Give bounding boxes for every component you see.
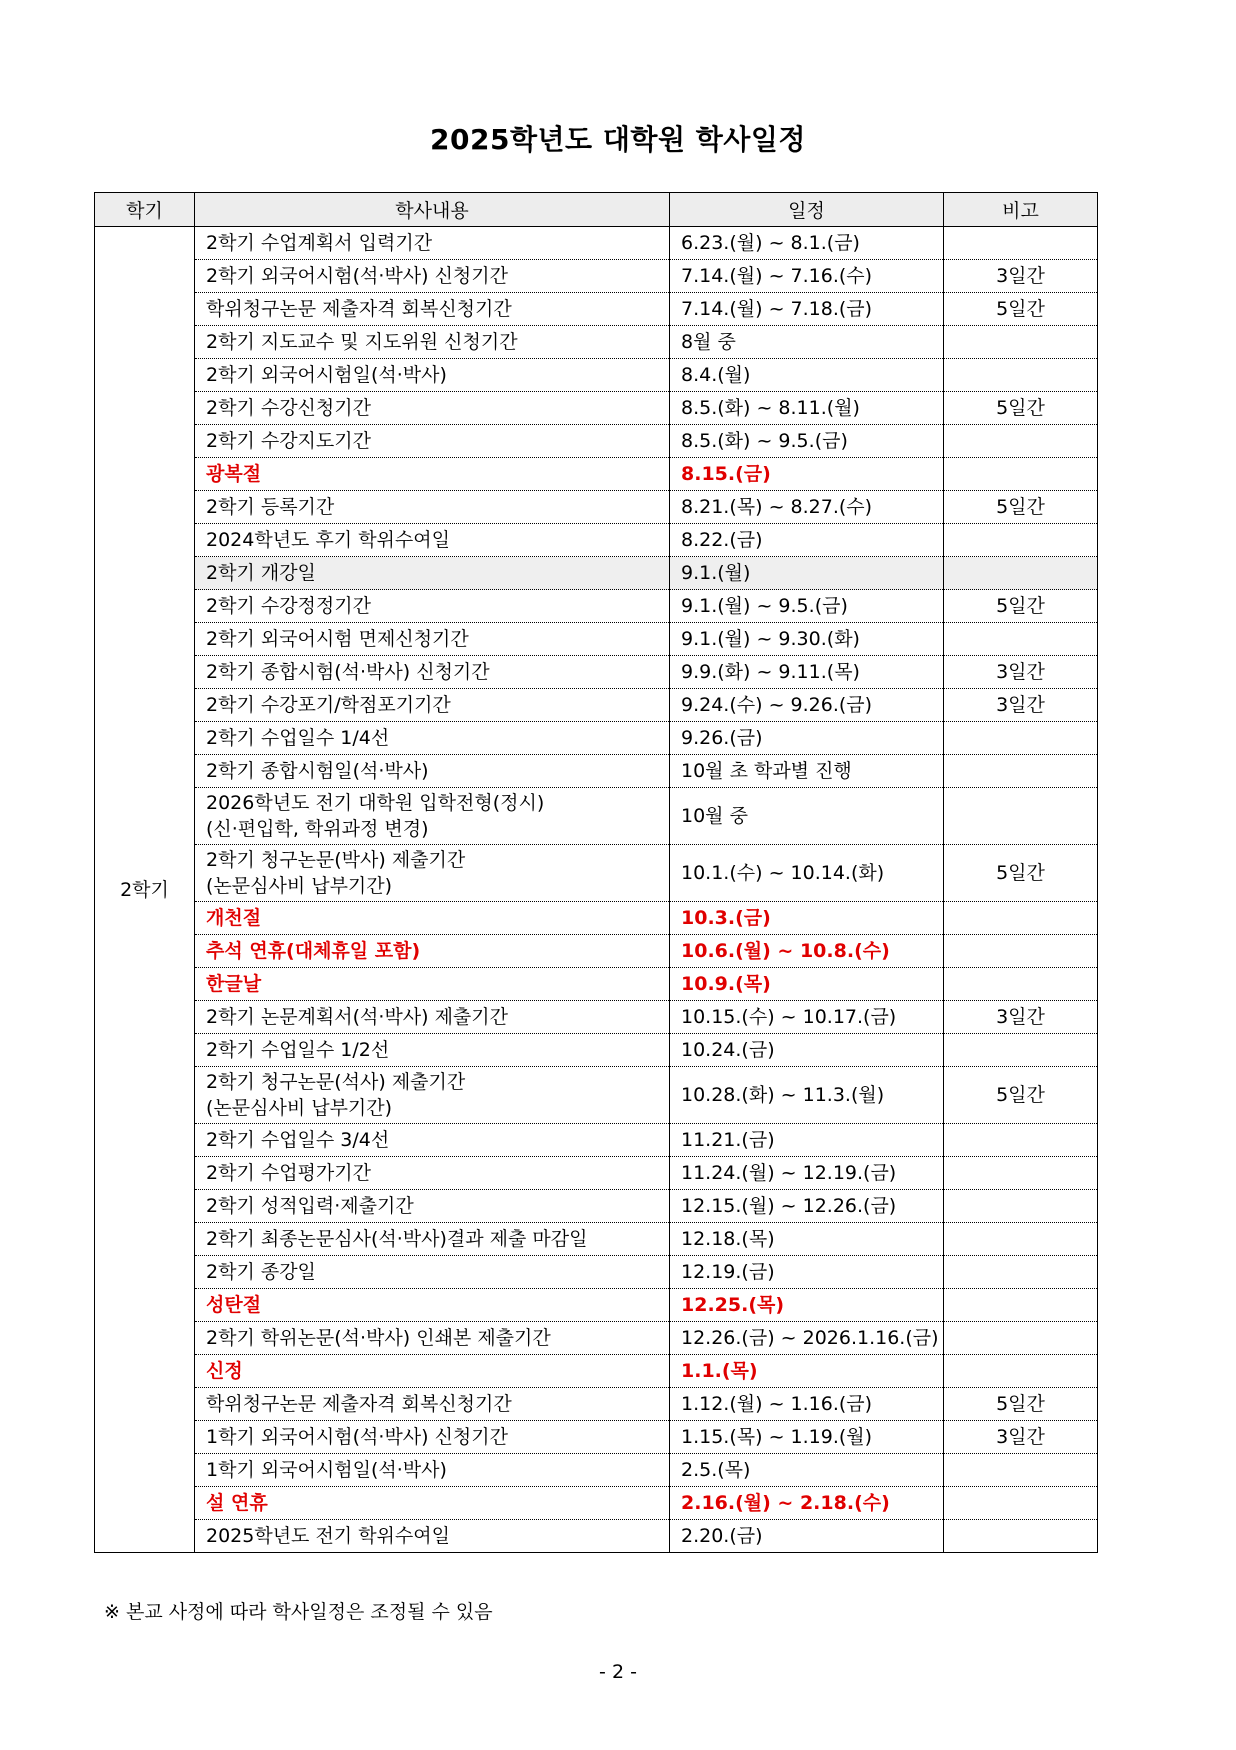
note-cell: 5일간 (944, 590, 1098, 623)
date-cell: 6.23.(월) ~ 8.1.(금) (670, 227, 944, 260)
date-cell: 10월 초 학과별 진행 (670, 755, 944, 788)
header-semester: 학기 (95, 193, 195, 227)
content-cell (195, 1256, 670, 1289)
note-cell (944, 1454, 1098, 1487)
note-cell (944, 1289, 1098, 1322)
note-cell: 5일간 (944, 1067, 1098, 1124)
note-cell (944, 326, 1098, 359)
table-row (95, 755, 1098, 788)
content-cell (195, 689, 670, 722)
date-cell: 8.15.(금) (670, 458, 944, 491)
content-line: 2학기 외국어시험일(석·박사) (206, 364, 447, 386)
content-cell (195, 491, 670, 524)
date-cell: 10월 중 (670, 788, 944, 845)
date-cell: 2.20.(금) (670, 1520, 944, 1553)
note-cell: 3일간 (944, 656, 1098, 689)
date-cell: 9.9.(화) ~ 9.11.(목) (670, 656, 944, 689)
table-row (95, 623, 1098, 656)
date-cell: 10.1.(수) ~ 10.14.(화) (670, 845, 944, 902)
content-line: 개천절 (206, 907, 262, 929)
table-row (95, 590, 1098, 623)
content-cell (195, 902, 670, 935)
table-row (95, 425, 1098, 458)
content-cell (195, 227, 670, 260)
date-cell: 12.26.(금) ~ 2026.1.16.(금) (670, 1322, 944, 1355)
content-line: 2학기 학위논문(석·박사) 인쇄본 제출기간 (206, 1327, 551, 1349)
table-row (95, 935, 1098, 968)
date-cell: 12.25.(목) (670, 1289, 944, 1322)
date-cell: 8월 중 (670, 326, 944, 359)
date-cell: 10.15.(수) ~ 10.17.(금) (670, 1001, 944, 1034)
content-line: 2학기 등록기간 (206, 496, 335, 518)
content-line: 2학기 수업평가기간 (206, 1162, 371, 1184)
content-cell (195, 845, 670, 902)
table-row (95, 722, 1098, 755)
content-cell (195, 425, 670, 458)
content-cell (195, 260, 670, 293)
content-line: 2학기 종합시험일(석·박사) (206, 760, 429, 782)
note-cell (944, 1223, 1098, 1256)
header-content: 학사내용 (195, 193, 670, 227)
table-row (95, 326, 1098, 359)
note-cell: 3일간 (944, 1001, 1098, 1034)
table-row (95, 1388, 1098, 1421)
content-cell (195, 656, 670, 689)
table-row (95, 1157, 1098, 1190)
note-cell: 3일간 (944, 689, 1098, 722)
date-cell: 1.12.(월) ~ 1.16.(금) (670, 1388, 944, 1421)
table-row (95, 1256, 1098, 1289)
content-cell (195, 590, 670, 623)
table-row (95, 359, 1098, 392)
footnote: ※ 본교 사정에 따라 학사일정은 조정될 수 있음 (104, 1601, 493, 1623)
content-cell (195, 392, 670, 425)
note-cell: 5일간 (944, 491, 1098, 524)
content-cell (195, 1067, 670, 1124)
table-row (95, 1124, 1098, 1157)
note-cell (944, 623, 1098, 656)
table-row (95, 902, 1098, 935)
date-cell: 9.1.(월) ~ 9.30.(화) (670, 623, 944, 656)
date-cell: 10.3.(금) (670, 902, 944, 935)
table-row (95, 845, 1098, 902)
content-cell (195, 1388, 670, 1421)
content-line-2: (신·편입학, 학위과정 변경) (206, 818, 429, 840)
table-row (95, 557, 1098, 590)
content-line: 2학기 수업일수 1/2선 (206, 1039, 390, 1061)
date-cell: 12.19.(금) (670, 1256, 944, 1289)
content-cell (195, 935, 670, 968)
content-cell (195, 1520, 670, 1553)
note-cell: 5일간 (944, 392, 1098, 425)
date-cell: 10.24.(금) (670, 1034, 944, 1067)
note-cell (944, 1034, 1098, 1067)
date-cell: 8.4.(월) (670, 359, 944, 392)
table-row (95, 227, 1098, 260)
table-row (95, 1001, 1098, 1034)
note-cell: 5일간 (944, 293, 1098, 326)
table-row (95, 392, 1098, 425)
content-line: 광복절 (206, 463, 262, 485)
content-cell (195, 1124, 670, 1157)
table-row (95, 458, 1098, 491)
page-number: - 2 - (599, 1661, 637, 1683)
content-line: 2026학년도 전기 대학원 입학전형(정시) (206, 792, 545, 814)
content-cell (195, 1001, 670, 1034)
date-cell: 8.5.(화) ~ 8.11.(월) (670, 392, 944, 425)
note-cell: 5일간 (944, 1388, 1098, 1421)
content-cell (195, 557, 670, 590)
table-row (95, 1223, 1098, 1256)
note-cell (944, 359, 1098, 392)
content-line: 2학기 청구논문(박사) 제출기간 (206, 849, 466, 871)
content-line: 2학기 수강포기/학점포기기간 (206, 694, 451, 716)
content-cell (195, 968, 670, 1001)
note-cell (944, 1520, 1098, 1553)
table-row (95, 1421, 1098, 1454)
content-line: 2학기 수강정정기간 (206, 595, 371, 617)
content-cell (195, 1190, 670, 1223)
semester-cell: 2학기 (95, 227, 195, 1553)
content-cell (195, 1487, 670, 1520)
note-cell (944, 722, 1098, 755)
date-cell: 9.24.(수) ~ 9.26.(금) (670, 689, 944, 722)
content-line: 2025학년도 전기 학위수여일 (206, 1525, 450, 1547)
note-cell (944, 1190, 1098, 1223)
note-cell (944, 1256, 1098, 1289)
content-line: 2학기 수업계획서 입력기간 (206, 232, 433, 254)
note-cell (944, 1124, 1098, 1157)
content-cell (195, 623, 670, 656)
table-row (95, 491, 1098, 524)
date-cell: 7.14.(월) ~ 7.18.(금) (670, 293, 944, 326)
content-cell (195, 1322, 670, 1355)
note-cell (944, 1157, 1098, 1190)
date-cell: 12.15.(월) ~ 12.26.(금) (670, 1190, 944, 1223)
table-row (95, 1487, 1098, 1520)
content-cell (195, 1355, 670, 1388)
content-cell (195, 1454, 670, 1487)
table-row (95, 293, 1098, 326)
table-row (95, 1190, 1098, 1223)
table-row (95, 656, 1098, 689)
date-cell: 10.9.(목) (670, 968, 944, 1001)
content-line: 2학기 수업일수 3/4선 (206, 1129, 390, 1151)
date-cell: 9.1.(월) (670, 557, 944, 590)
table-row (95, 689, 1098, 722)
header-note: 비고 (944, 193, 1098, 227)
content-line: 2학기 종강일 (206, 1261, 316, 1283)
page-title: 2025학년도 대학원 학사일정 (430, 123, 806, 156)
content-line: 2학기 논문계획서(석·박사) 제출기간 (206, 1006, 508, 1028)
content-line: 학위청구논문 제출자격 회복신청기간 (206, 298, 512, 320)
table-row (95, 260, 1098, 293)
table-row (95, 1322, 1098, 1355)
date-cell: 8.21.(목) ~ 8.27.(수) (670, 491, 944, 524)
date-cell: 11.24.(월) ~ 12.19.(금) (670, 1157, 944, 1190)
content-line: 신정 (206, 1360, 243, 1382)
date-cell: 7.14.(월) ~ 7.16.(수) (670, 260, 944, 293)
note-cell (944, 524, 1098, 557)
table-row (95, 524, 1098, 557)
date-cell: 9.1.(월) ~ 9.5.(금) (670, 590, 944, 623)
content-cell (195, 359, 670, 392)
schedule-table (94, 192, 1098, 1553)
content-line: 2학기 청구논문(석사) 제출기간 (206, 1071, 466, 1093)
content-line: 2학기 외국어시험(석·박사) 신청기간 (206, 265, 508, 287)
content-line: 설 연휴 (206, 1492, 268, 1514)
table-row (95, 1067, 1098, 1124)
note-cell (944, 1487, 1098, 1520)
content-cell (195, 1034, 670, 1067)
content-line: 성탄절 (206, 1294, 262, 1316)
date-cell: 9.26.(금) (670, 722, 944, 755)
content-cell (195, 1289, 670, 1322)
note-cell (944, 968, 1098, 1001)
content-cell (195, 326, 670, 359)
content-line: 1학기 외국어시험일(석·박사) (206, 1459, 447, 1481)
table-header-row (95, 193, 1098, 227)
schedule-body (95, 227, 1098, 1553)
note-cell (944, 227, 1098, 260)
content-line: 추석 연휴(대체휴일 포함) (206, 940, 421, 962)
note-cell (944, 425, 1098, 458)
content-line: 2학기 최종논문심사(석·박사)결과 제출 마감일 (206, 1228, 588, 1250)
table-row (95, 1520, 1098, 1553)
date-cell: 10.6.(월) ~ 10.8.(수) (670, 935, 944, 968)
date-cell: 12.18.(목) (670, 1223, 944, 1256)
note-cell: 3일간 (944, 260, 1098, 293)
content-cell (195, 1421, 670, 1454)
note-cell: 3일간 (944, 1421, 1098, 1454)
content-cell (195, 755, 670, 788)
table-row (95, 788, 1098, 845)
note-cell (944, 1355, 1098, 1388)
content-line-2: (논문심사비 납부기간) (206, 875, 393, 897)
content-cell (195, 788, 670, 845)
note-cell: 5일간 (944, 845, 1098, 902)
note-cell (944, 755, 1098, 788)
note-cell (944, 902, 1098, 935)
content-line: 2학기 수강지도기간 (206, 430, 371, 452)
content-line: 2024학년도 후기 학위수여일 (206, 529, 450, 551)
table-row (95, 968, 1098, 1001)
content-line-2: (논문심사비 납부기간) (206, 1097, 393, 1119)
date-cell: 11.21.(금) (670, 1124, 944, 1157)
content-cell (195, 722, 670, 755)
content-line: 2학기 종합시험(석·박사) 신청기간 (206, 661, 490, 683)
table-row (95, 1355, 1098, 1388)
content-cell (195, 524, 670, 557)
content-line: 2학기 성적입력·제출기간 (206, 1195, 414, 1217)
date-cell: 2.5.(목) (670, 1454, 944, 1487)
date-cell: 1.1.(목) (670, 1355, 944, 1388)
table-row (95, 1289, 1098, 1322)
note-cell (944, 1322, 1098, 1355)
note-cell (944, 788, 1098, 845)
table-row (95, 1454, 1098, 1487)
note-cell (944, 458, 1098, 491)
date-cell: 10.28.(화) ~ 11.3.(월) (670, 1067, 944, 1124)
note-cell (944, 935, 1098, 968)
date-cell: 2.16.(월) ~ 2.18.(수) (670, 1487, 944, 1520)
date-cell: 8.5.(화) ~ 9.5.(금) (670, 425, 944, 458)
content-line: 한글날 (206, 973, 262, 995)
table-row (95, 1034, 1098, 1067)
content-line: 2학기 수강신청기간 (206, 397, 371, 419)
content-line: 1학기 외국어시험(석·박사) 신청기간 (206, 1426, 508, 1448)
date-cell: 8.22.(금) (670, 524, 944, 557)
header-date: 일정 (670, 193, 944, 227)
content-cell (195, 1157, 670, 1190)
date-cell: 1.15.(목) ~ 1.19.(월) (670, 1421, 944, 1454)
content-cell (195, 1223, 670, 1256)
note-cell (944, 557, 1098, 590)
content-line: 2학기 개강일 (206, 562, 316, 584)
content-line: 2학기 외국어시험 면제신청기간 (206, 628, 469, 650)
content-cell (195, 293, 670, 326)
content-line: 학위청구논문 제출자격 회복신청기간 (206, 1393, 512, 1415)
content-line: 2학기 지도교수 및 지도위원 신청기간 (206, 331, 518, 353)
content-cell (195, 458, 670, 491)
content-line: 2학기 수업일수 1/4선 (206, 727, 390, 749)
